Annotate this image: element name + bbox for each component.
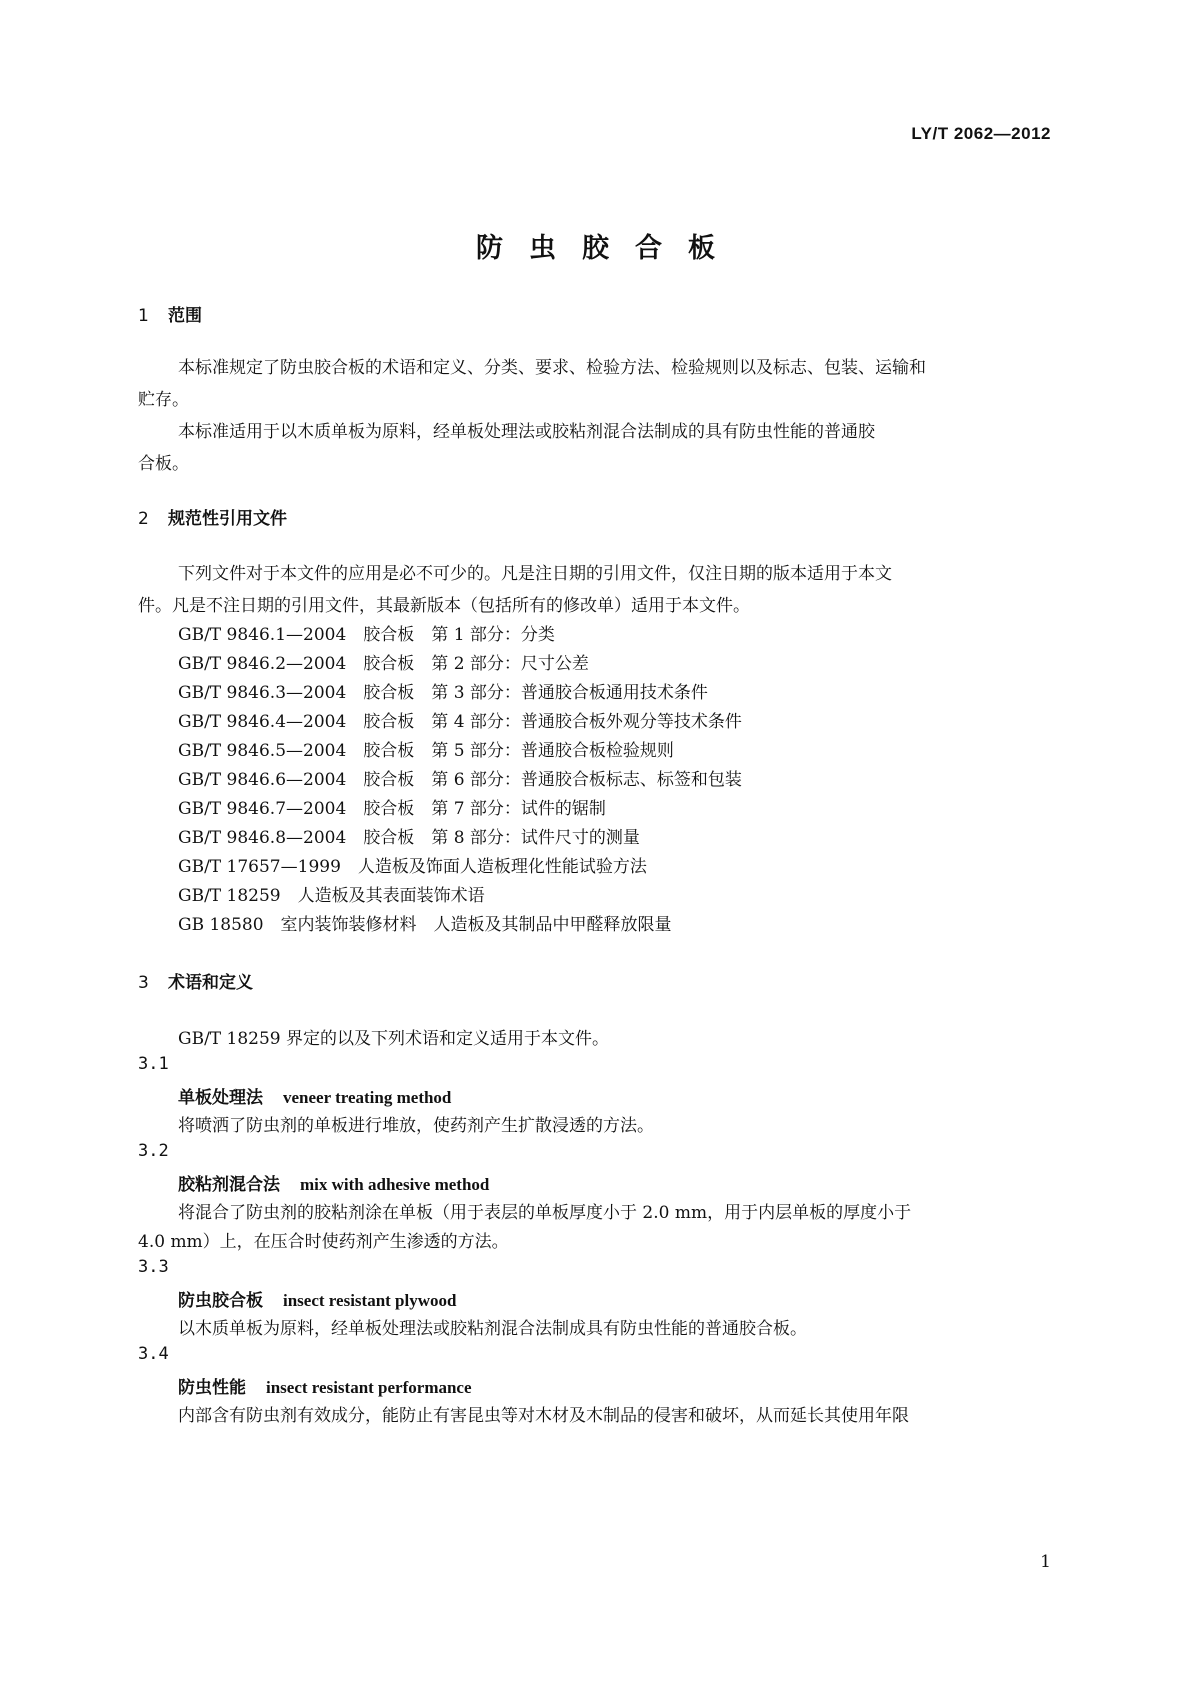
term-english: insect resistant performance [266, 1378, 472, 1397]
term-english: insect resistant plywood [283, 1291, 457, 1310]
reference-item: GB/T 9846.6—2004 胶合板 第 6 部分：普通胶合板标志、标签和包装 [178, 770, 742, 790]
term-english: mix with adhesive method [300, 1175, 490, 1194]
paragraph-line: 件。凡是不注日期的引用文件，其最新版本（包括所有的修改单）适用于本文件。 [138, 596, 750, 616]
term-definition: 以木质单板为原料，经单板处理法或胶粘剂混合法制成具有防虫性能的普通胶合板。 [178, 1319, 807, 1339]
term-heading [178, 1083, 451, 1108]
section-number: 1 [138, 306, 149, 326]
term-definition: 内部含有防虫剂有效成分，能防止有害昆虫等对木材及木制品的侵害和破坏，从而延长其使用年限 [178, 1406, 909, 1426]
term-definition: 4.0 mm）上，在压合时使药剂产生渗透的方法。 [138, 1232, 509, 1252]
term-chinese: 单板处理法 [178, 1088, 263, 1108]
reference-item: GB/T 9846.5—2004 胶合板 第 5 部分：普通胶合板检验规则 [178, 741, 674, 761]
term-chinese: 防虫胶合板 [178, 1291, 263, 1311]
section-heading [138, 301, 202, 326]
reference-item: GB/T 9846.4—2004 胶合板 第 4 部分：普通胶合板外观分等技术条件 [178, 712, 742, 732]
section-heading [138, 504, 287, 529]
standard-number: LY/T 2062—2012 [911, 124, 1051, 143]
page-number: 1 [1040, 1552, 1051, 1572]
reference-item: GB/T 9846.7—2004 胶合板 第 7 部分：试件的锯制 [178, 799, 606, 819]
term-heading [178, 1373, 472, 1398]
section-intro: GB/T 18259 界定的以及下列术语和定义适用于本文件。 [178, 1029, 610, 1049]
term-heading [178, 1286, 456, 1311]
page-title: 防虫胶合板 [476, 233, 741, 264]
section-title: 术语和定义 [168, 973, 253, 993]
term-number: 3.4 [138, 1344, 169, 1364]
reference-item: GB/T 9846.8—2004 胶合板 第 8 部分：试件尺寸的测量 [178, 828, 640, 848]
paragraph [138, 558, 1068, 622]
section-title: 规范性引用文件 [168, 509, 287, 529]
paragraph-line: 下列文件对于本文件的应用是必不可少的。凡是注日期的引用文件，仅注日期的版本适用于本文 [178, 564, 892, 584]
reference-item: GB/T 18259 人造板及其表面装饰术语 [178, 886, 485, 906]
paragraph-line: 本标准适用于以木质单板为原料，经单板处理法或胶粘剂混合法制成的具有防虫性能的普通胶 [178, 422, 875, 442]
reference-item: GB/T 9846.1—2004 胶合板 第 1 部分：分类 [178, 625, 555, 645]
paragraph-line: 本标准规定了防虫胶合板的术语和定义、分类、要求、检验方法、检验规则以及标志、包装、运输和 [178, 358, 926, 378]
term-number: 3.2 [138, 1141, 169, 1161]
term-definition: 将喷洒了防虫剂的单板进行堆放，使药剂产生扩散浸透的方法。 [178, 1116, 654, 1136]
reference-item: GB 18580 室内装饰装修材料 人造板及其制品中甲醛释放限量 [178, 915, 672, 935]
term-chinese: 防虫性能 [178, 1378, 246, 1398]
section-title: 范围 [168, 306, 202, 326]
reference-item: GB/T 9846.3—2004 胶合板 第 3 部分：普通胶合板通用技术条件 [178, 683, 708, 703]
reference-item: GB/T 9846.2—2004 胶合板 第 2 部分：尺寸公差 [178, 654, 589, 674]
term-number: 3.1 [138, 1054, 169, 1074]
term-heading [178, 1170, 489, 1195]
section-number: 3 [138, 973, 149, 993]
term-english: veneer treating method [283, 1088, 452, 1107]
paragraph-line: 合板。 [138, 454, 189, 474]
section-number: 2 [138, 509, 149, 529]
paragraph-line: 贮存。 [138, 390, 189, 410]
section-heading [138, 968, 253, 993]
paragraph [138, 352, 1068, 480]
term-chinese: 胶粘剂混合法 [178, 1175, 280, 1195]
reference-item: GB/T 17657—1999 人造板及饰面人造板理化性能试验方法 [178, 857, 647, 877]
term-definition: 将混合了防虫剂的胶粘剂涂在单板（用于表层的单板厚度小于 2.0 mm，用于内层单板的厚度小于 [178, 1203, 912, 1223]
term-number: 3.3 [138, 1257, 169, 1277]
